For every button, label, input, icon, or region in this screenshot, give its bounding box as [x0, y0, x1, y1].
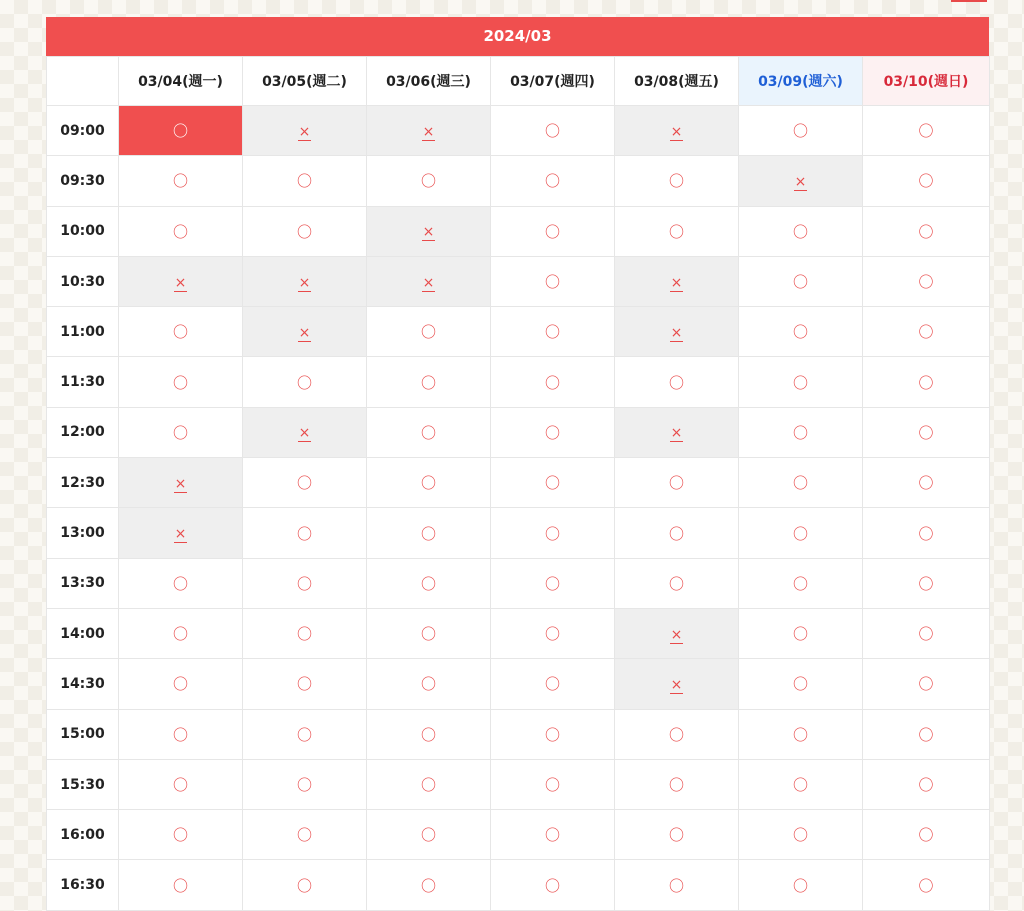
cross-icon: ×: [298, 274, 311, 291]
day-header-4: 03/08(週五): [615, 57, 739, 106]
slot-available[interactable]: [863, 659, 990, 709]
slot-available[interactable]: [863, 558, 990, 608]
slot-available[interactable]: [863, 106, 990, 156]
slot-available[interactable]: [119, 206, 243, 256]
slot-available[interactable]: [863, 860, 990, 910]
circle-icon: 〇: [296, 574, 312, 593]
circle-icon: 〇: [668, 776, 684, 794]
slot-available[interactable]: [491, 608, 615, 658]
slot-available[interactable]: [739, 206, 863, 256]
time-label: 12:30: [47, 458, 119, 508]
slot-available[interactable]: [491, 659, 615, 709]
circle-icon: 〇: [420, 524, 436, 543]
cross-icon: ×: [174, 526, 187, 543]
circle-icon: 〇: [544, 675, 560, 694]
slot-available[interactable]: [243, 558, 367, 608]
circle-icon: 〇: [918, 373, 934, 392]
slot-available[interactable]: [367, 307, 491, 357]
slot-unavailable: [367, 206, 491, 256]
circle-icon: 〇: [544, 826, 560, 845]
slot-unavailable: [119, 508, 243, 558]
slot-row: [47, 256, 990, 306]
day-header-0: 03/04(週一): [119, 57, 243, 106]
cross-icon: ×: [670, 676, 683, 693]
slot-available[interactable]: [367, 759, 491, 809]
time-label: 15:00: [47, 709, 119, 759]
slot-unavailable: [119, 458, 243, 508]
circle-icon: 〇: [296, 776, 312, 794]
circle-icon: 〇: [296, 725, 312, 744]
reservation-calendar: [46, 17, 989, 911]
circle-icon: 〇: [792, 373, 808, 392]
slot-available[interactable]: [243, 709, 367, 759]
circle-icon: 〇: [792, 574, 808, 593]
slot-available[interactable]: [119, 759, 243, 809]
circle-icon: 〇: [420, 474, 436, 493]
circle-icon: 〇: [544, 373, 560, 392]
slot-unavailable: [243, 106, 367, 156]
circle-icon: 〇: [172, 876, 188, 895]
slot-available[interactable]: [243, 357, 367, 407]
slot-available[interactable]: [243, 659, 367, 709]
slot-unavailable: [119, 256, 243, 306]
slot-available[interactable]: [863, 759, 990, 809]
cross-icon: ×: [298, 123, 311, 140]
slot-available[interactable]: [739, 458, 863, 508]
circle-icon: 〇: [792, 826, 808, 845]
slot-available[interactable]: [863, 357, 990, 407]
time-label: 12:00: [47, 407, 119, 457]
time-label: 11:00: [47, 307, 119, 357]
circle-icon: 〇: [420, 172, 436, 191]
slot-available[interactable]: [615, 508, 739, 558]
circle-icon: 〇: [918, 172, 934, 191]
circle-icon: 〇: [668, 574, 684, 593]
circle-icon: 〇: [544, 725, 560, 744]
slot-available[interactable]: [491, 458, 615, 508]
circle-icon: 〇: [792, 323, 808, 342]
circle-icon: 〇: [172, 222, 188, 241]
circle-icon: 〇: [792, 273, 808, 292]
circle-icon: 〇: [668, 826, 684, 845]
cross-icon: ×: [670, 324, 683, 341]
slot-available[interactable]: [367, 810, 491, 860]
circle-icon: 〇: [544, 323, 560, 342]
slot-available[interactable]: [863, 810, 990, 860]
circle-icon: 〇: [296, 373, 312, 392]
time-slot-table: [46, 56, 990, 911]
circle-icon: 〇: [544, 524, 560, 543]
circle-icon: 〇: [420, 574, 436, 593]
slot-available[interactable]: [367, 860, 491, 910]
circle-icon: 〇: [792, 222, 808, 241]
slot-unavailable: [739, 156, 863, 206]
circle-icon: 〇: [420, 625, 436, 644]
slot-available[interactable]: [491, 206, 615, 256]
slot-available[interactable]: [739, 709, 863, 759]
slot-available[interactable]: [739, 558, 863, 608]
circle-icon: 〇: [172, 776, 188, 794]
slot-available[interactable]: [491, 860, 615, 910]
slot-available[interactable]: [367, 659, 491, 709]
top-corner-button[interactable]: [951, 0, 987, 2]
circle-icon: 〇: [296, 826, 312, 845]
circle-icon: 〇: [296, 675, 312, 694]
slot-unavailable: [615, 659, 739, 709]
slot-rows: [47, 106, 990, 911]
slot-available[interactable]: [491, 558, 615, 608]
time-label: 14:00: [47, 608, 119, 658]
circle-icon: 〇: [296, 876, 312, 895]
circle-icon: 〇: [420, 776, 436, 794]
cross-icon: ×: [298, 324, 311, 341]
circle-icon: 〇: [792, 675, 808, 694]
time-label: 09:00: [47, 106, 119, 156]
slot-available[interactable]: [739, 508, 863, 558]
circle-icon: 〇: [668, 222, 684, 241]
slot-row: [47, 156, 990, 206]
circle-icon: 〇: [918, 323, 934, 342]
slot-unavailable: [367, 106, 491, 156]
slot-available[interactable]: [119, 709, 243, 759]
day-header-row: [47, 57, 990, 106]
slot-available[interactable]: [243, 608, 367, 658]
circle-icon: 〇: [544, 273, 560, 292]
slot-available[interactable]: [863, 256, 990, 306]
slot-available[interactable]: [243, 458, 367, 508]
slot-available[interactable]: [491, 307, 615, 357]
circle-icon: 〇: [918, 826, 934, 845]
circle-icon: 〇: [792, 776, 808, 794]
slot-available[interactable]: [739, 407, 863, 457]
day-header-2: 03/06(週三): [367, 57, 491, 106]
slot-available[interactable]: [243, 860, 367, 910]
circle-icon: 〇: [918, 675, 934, 694]
circle-icon: 〇: [668, 474, 684, 493]
circle-icon: 〇: [296, 172, 312, 191]
time-label: 16:30: [47, 860, 119, 910]
circle-icon: 〇: [544, 876, 560, 895]
circle-icon: 〇: [918, 876, 934, 895]
time-label: 10:00: [47, 206, 119, 256]
slot-row: [47, 608, 990, 658]
cross-icon: ×: [422, 224, 435, 241]
slot-selected[interactable]: [119, 106, 243, 156]
circle-icon: 〇: [544, 625, 560, 644]
circle-icon: 〇: [420, 826, 436, 845]
circle-icon: 〇: [544, 474, 560, 493]
circle-icon: 〇: [420, 373, 436, 392]
slot-available[interactable]: [615, 206, 739, 256]
circle-icon: 〇: [420, 323, 436, 342]
slot-available[interactable]: [367, 357, 491, 407]
slot-available[interactable]: [491, 407, 615, 457]
circle-icon: 〇: [544, 122, 560, 141]
circle-icon: 〇: [420, 423, 436, 442]
circle-icon: 〇: [918, 574, 934, 593]
cross-icon: ×: [670, 425, 683, 442]
slot-available[interactable]: [863, 307, 990, 357]
slot-available[interactable]: [491, 106, 615, 156]
slot-available[interactable]: [243, 508, 367, 558]
slot-available[interactable]: [739, 256, 863, 306]
circle-icon: 〇: [172, 675, 188, 694]
slot-available[interactable]: [119, 307, 243, 357]
circle-icon: 〇: [668, 172, 684, 191]
time-label: 09:30: [47, 156, 119, 206]
circle-icon: 〇: [296, 625, 312, 644]
slot-available[interactable]: [119, 357, 243, 407]
slot-available[interactable]: [119, 608, 243, 658]
circle-icon: 〇: [792, 725, 808, 744]
slot-available[interactable]: [367, 458, 491, 508]
slot-available[interactable]: [863, 156, 990, 206]
slot-row: [47, 307, 990, 357]
slot-unavailable: [615, 608, 739, 658]
slot-available[interactable]: [243, 810, 367, 860]
slot-available[interactable]: [863, 206, 990, 256]
circle-icon: 〇: [544, 574, 560, 593]
slot-available[interactable]: [739, 106, 863, 156]
circle-icon: 〇: [172, 574, 188, 593]
slot-available[interactable]: [615, 357, 739, 407]
slot-available[interactable]: [119, 659, 243, 709]
circle-icon: 〇: [544, 172, 560, 191]
slot-row: [47, 659, 990, 709]
slot-available[interactable]: [491, 357, 615, 407]
slot-available[interactable]: [491, 759, 615, 809]
slot-unavailable: [615, 307, 739, 357]
slot-available[interactable]: [615, 558, 739, 608]
slot-available[interactable]: [367, 156, 491, 206]
day-header-5: 03/09(週六): [739, 57, 863, 106]
day-header-1: 03/05(週二): [243, 57, 367, 106]
slot-available[interactable]: [739, 860, 863, 910]
slot-available[interactable]: [863, 608, 990, 658]
circle-icon: 〇: [544, 776, 560, 794]
slot-unavailable: [243, 307, 367, 357]
time-label: 13:30: [47, 558, 119, 608]
slot-available[interactable]: [739, 307, 863, 357]
circle-icon: 〇: [172, 172, 188, 191]
cross-icon: ×: [298, 425, 311, 442]
time-label: 10:30: [47, 256, 119, 306]
circle-icon: 〇: [792, 474, 808, 493]
slot-available[interactable]: [739, 659, 863, 709]
circle-icon: 〇: [420, 876, 436, 895]
slot-available[interactable]: [863, 458, 990, 508]
circle-icon: 〇: [792, 524, 808, 543]
slot-available[interactable]: [491, 709, 615, 759]
slot-available[interactable]: [739, 608, 863, 658]
circle-icon: 〇: [172, 122, 188, 141]
slot-available[interactable]: [491, 810, 615, 860]
time-label: 13:00: [47, 508, 119, 558]
slot-unavailable: [615, 256, 739, 306]
slot-available[interactable]: [739, 759, 863, 809]
circle-icon: 〇: [172, 826, 188, 845]
cross-icon: ×: [670, 626, 683, 643]
slot-row: [47, 458, 990, 508]
slot-unavailable: [243, 407, 367, 457]
cross-icon: ×: [422, 123, 435, 140]
slot-available[interactable]: [367, 407, 491, 457]
circle-icon: 〇: [172, 323, 188, 342]
slot-available[interactable]: [491, 256, 615, 306]
time-label: 11:30: [47, 357, 119, 407]
slot-unavailable: [615, 106, 739, 156]
slot-available[interactable]: [739, 357, 863, 407]
slot-row: [47, 810, 990, 860]
cross-icon: ×: [794, 173, 807, 190]
cross-icon: ×: [174, 274, 187, 291]
slot-row: [47, 508, 990, 558]
slot-available[interactable]: [615, 156, 739, 206]
circle-icon: 〇: [668, 524, 684, 543]
slot-available[interactable]: [367, 558, 491, 608]
cross-icon: ×: [670, 123, 683, 140]
circle-icon: 〇: [792, 423, 808, 442]
slot-row: [47, 558, 990, 608]
circle-icon: 〇: [918, 423, 934, 442]
circle-icon: 〇: [918, 776, 934, 794]
slot-unavailable: [367, 256, 491, 306]
circle-icon: 〇: [668, 876, 684, 895]
circle-icon: 〇: [792, 625, 808, 644]
slot-available[interactable]: [367, 709, 491, 759]
slot-available[interactable]: [491, 156, 615, 206]
slot-available[interactable]: [119, 860, 243, 910]
circle-icon: 〇: [918, 474, 934, 493]
slot-available[interactable]: [739, 810, 863, 860]
circle-icon: 〇: [918, 273, 934, 292]
slot-available[interactable]: [615, 860, 739, 910]
slot-row: [47, 709, 990, 759]
slot-available[interactable]: [119, 810, 243, 860]
slot-row: [47, 206, 990, 256]
circle-icon: 〇: [918, 222, 934, 241]
time-column-header: [47, 57, 119, 106]
circle-icon: 〇: [918, 725, 934, 744]
slot-available[interactable]: [615, 709, 739, 759]
slot-available[interactable]: [243, 206, 367, 256]
slot-row: [47, 860, 990, 910]
slot-available[interactable]: [119, 407, 243, 457]
slot-available[interactable]: [863, 508, 990, 558]
slot-available[interactable]: [119, 156, 243, 206]
circle-icon: 〇: [918, 625, 934, 644]
cross-icon: ×: [422, 274, 435, 291]
circle-icon: 〇: [172, 423, 188, 442]
circle-icon: 〇: [420, 725, 436, 744]
circle-icon: 〇: [420, 675, 436, 694]
cross-icon: ×: [174, 475, 187, 492]
month-header: 2024/03: [46, 17, 989, 56]
day-header-3: 03/07(週四): [491, 57, 615, 106]
time-label: 15:30: [47, 759, 119, 809]
circle-icon: 〇: [668, 725, 684, 744]
circle-icon: 〇: [792, 876, 808, 895]
slot-available[interactable]: [367, 508, 491, 558]
slot-row: [47, 759, 990, 809]
slot-available[interactable]: [119, 558, 243, 608]
slot-available[interactable]: [615, 810, 739, 860]
circle-icon: 〇: [296, 524, 312, 543]
circle-icon: 〇: [668, 373, 684, 392]
slot-available[interactable]: [863, 709, 990, 759]
slot-available[interactable]: [243, 156, 367, 206]
slot-row: [47, 357, 990, 407]
day-header-6: 03/10(週日): [863, 57, 990, 106]
circle-icon: 〇: [296, 474, 312, 493]
circle-icon: 〇: [792, 122, 808, 141]
slot-available[interactable]: [615, 458, 739, 508]
slot-unavailable: [243, 256, 367, 306]
circle-icon: 〇: [172, 625, 188, 644]
slot-available[interactable]: [243, 759, 367, 809]
circle-icon: 〇: [918, 122, 934, 141]
circle-icon: 〇: [544, 222, 560, 241]
circle-icon: 〇: [172, 373, 188, 392]
cross-icon: ×: [670, 274, 683, 291]
circle-icon: 〇: [172, 725, 188, 744]
slot-unavailable: [615, 407, 739, 457]
circle-icon: 〇: [918, 524, 934, 543]
slot-row: [47, 407, 990, 457]
slot-available[interactable]: [863, 407, 990, 457]
time-label: 16:00: [47, 810, 119, 860]
slot-row: [47, 106, 990, 156]
circle-icon: 〇: [296, 222, 312, 241]
circle-icon: 〇: [544, 423, 560, 442]
slot-available[interactable]: [491, 508, 615, 558]
time-label: 14:30: [47, 659, 119, 709]
slot-available[interactable]: [615, 759, 739, 809]
slot-available[interactable]: [367, 608, 491, 658]
